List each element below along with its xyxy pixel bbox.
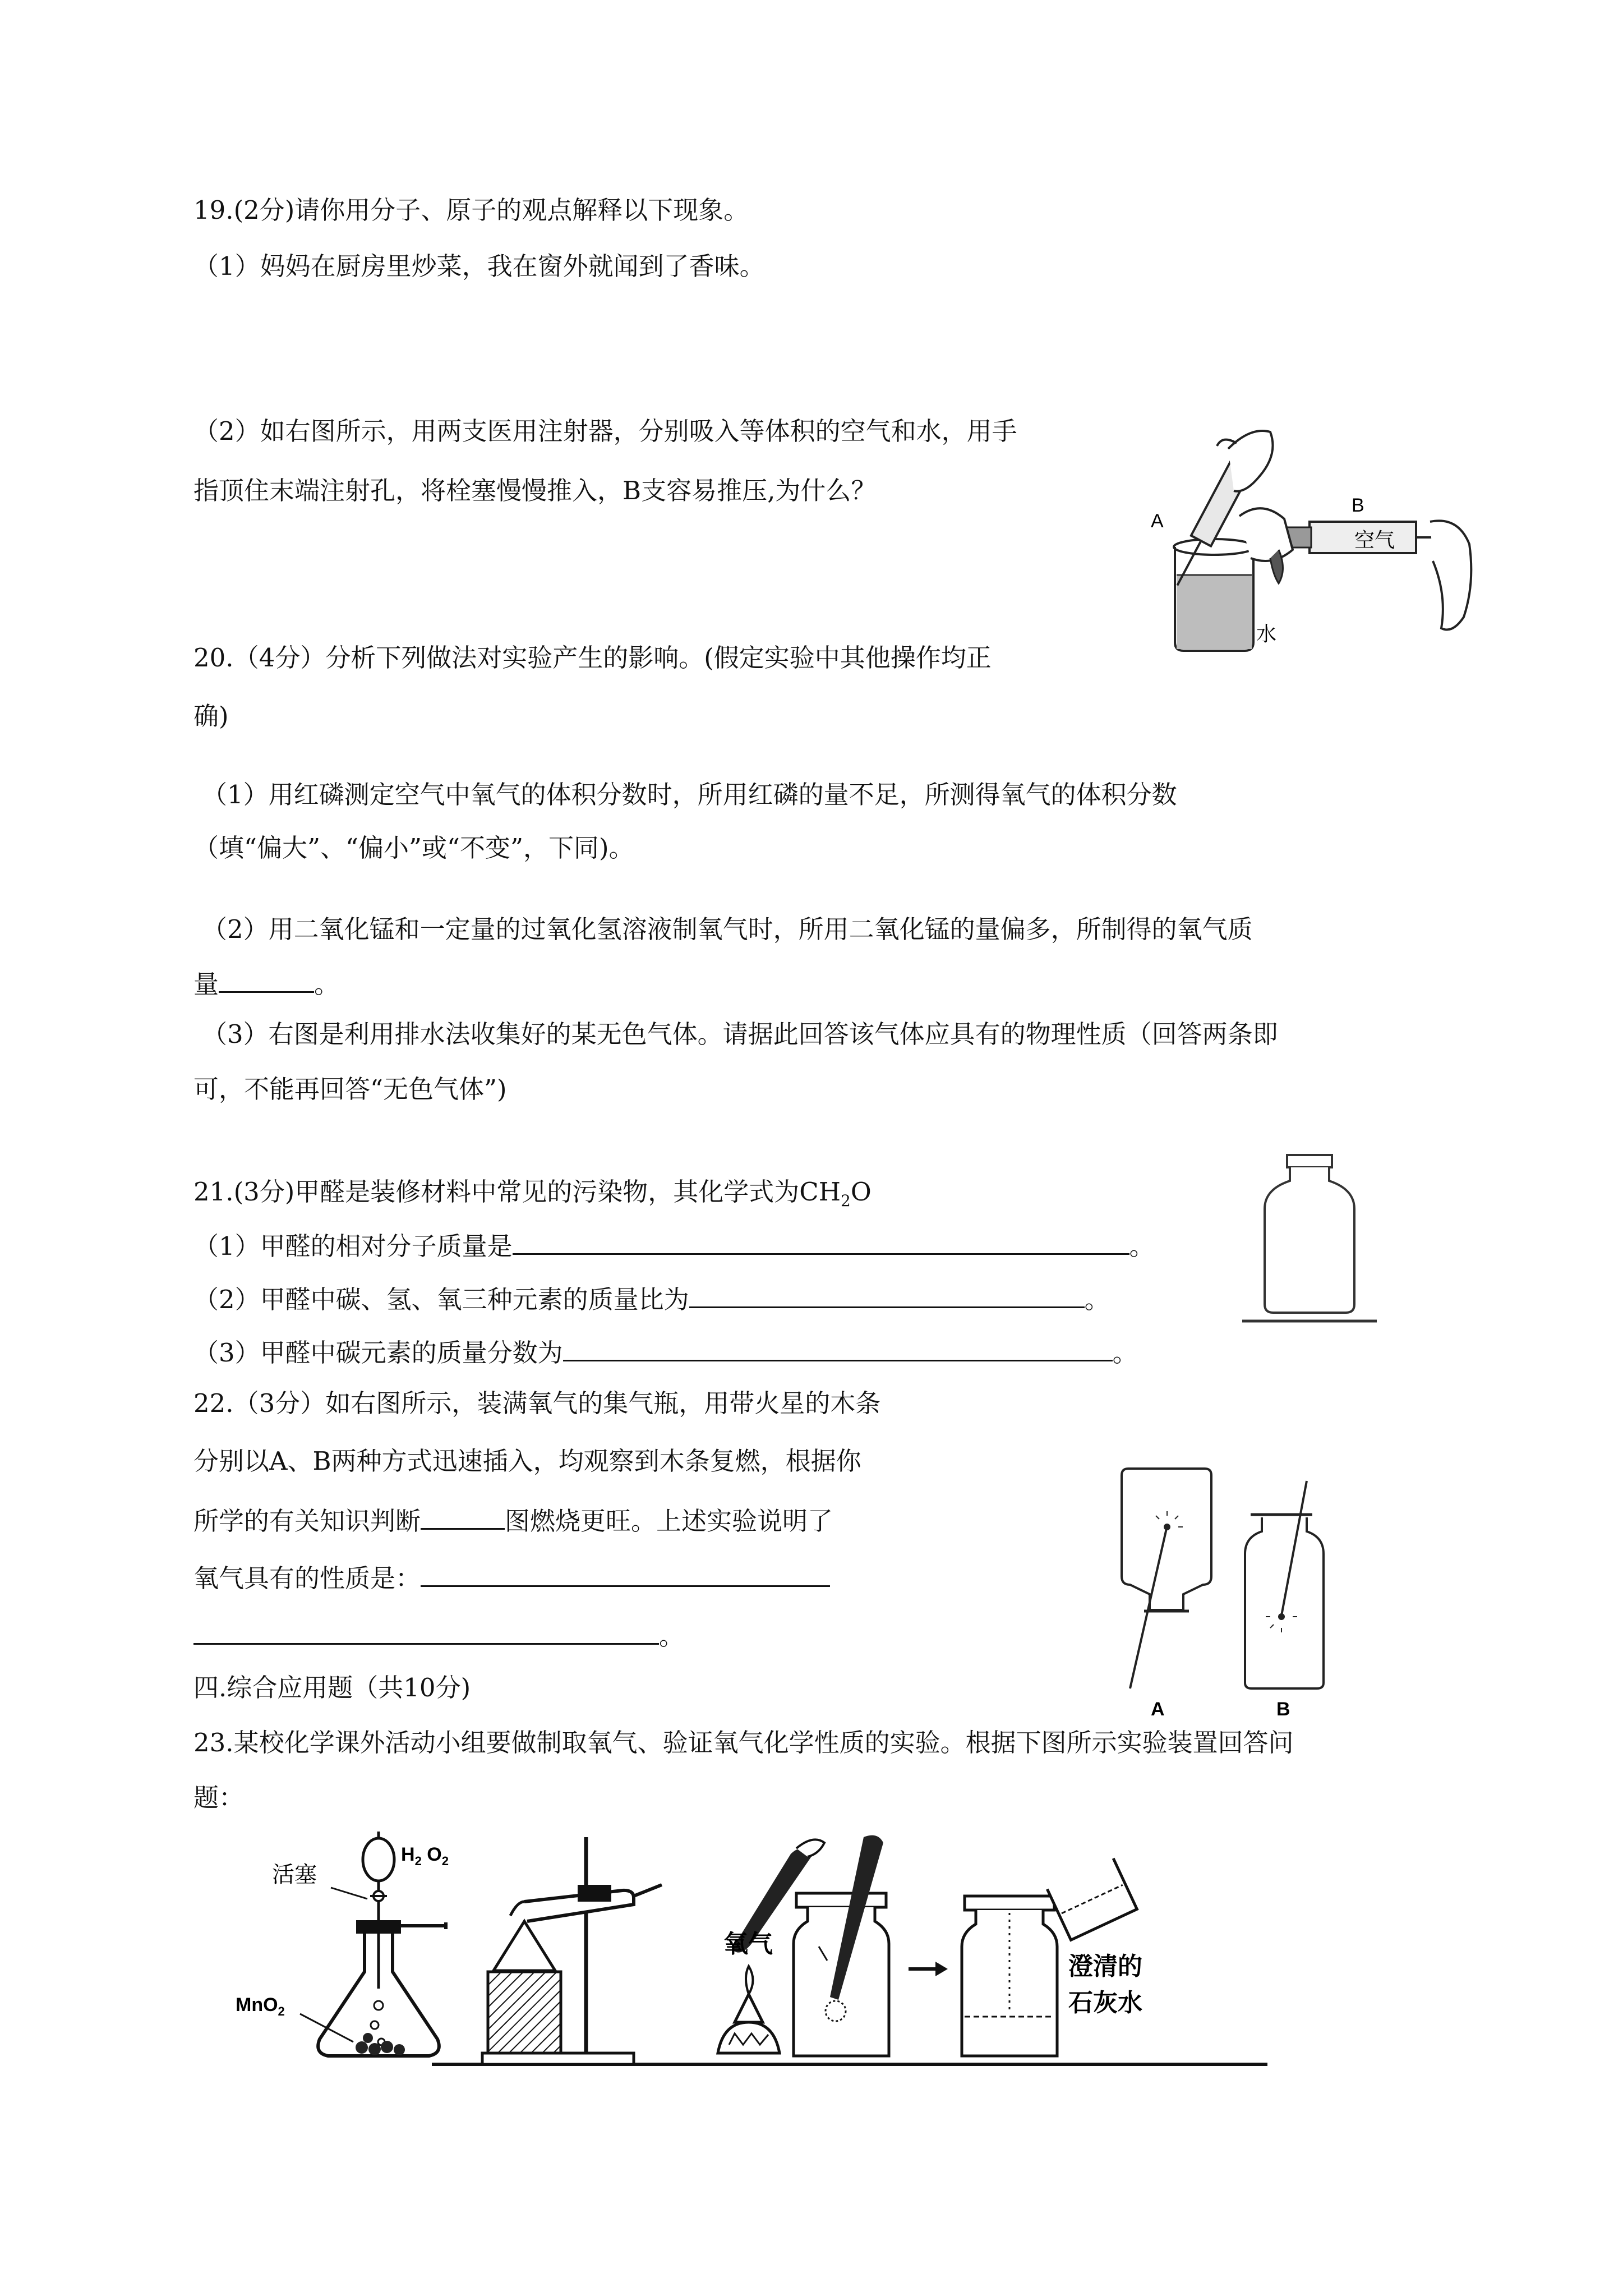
q21-part1-text: （1）甲醛的相对分子质量是 (193, 1231, 513, 1261)
q23-line2: 题： (193, 1783, 245, 1812)
q21-formula-o: O (850, 1177, 872, 1207)
syringe-label-b: B (1352, 495, 1364, 516)
q22-answer-blank-1[interactable] (421, 1503, 505, 1530)
q19-part2-line2: 指顶住末端注射孔，将栓塞慢慢推入，B支容易推压,为什么？ (193, 476, 877, 505)
q22-line3-prefix: 所学的有关知识判断 (193, 1506, 421, 1536)
label-mno2: MnO$_2$ (236, 1994, 285, 2018)
q20-title-line1: 20.（4分）分析下列做法对实验产生的影响。(假定实验中其他操作均正 (193, 643, 992, 673)
q21-part3-text: （3）甲醛中碳元素的质量分数为 (193, 1338, 563, 1368)
q22-line1: 22.（3分）如右图所示，装满氧气的集气瓶，用带火星的木条 (193, 1388, 881, 1418)
q22-line2: 分别以A、B两种方式迅速插入，均观察到木条复燃，根据你 (193, 1446, 861, 1476)
q20-part1-line2: （填“偏大”、“偏小”或“不变”，下同)。 (193, 833, 634, 863)
q21-part2-text: （2）甲醛中碳、氢、氧三种元素的质量比为 (193, 1285, 689, 1314)
apparatus-figure (230, 1832, 1284, 2073)
q21-part2-end: 。 (1084, 1285, 1110, 1314)
q20-title-line2: 确) (193, 701, 229, 731)
q20-part2-suffix: 。 (314, 969, 340, 999)
label-water: 水 (1256, 623, 1277, 646)
q22-line4-text: 氧气具有的性质是： (193, 1563, 421, 1593)
q20-part2-line2 (193, 967, 339, 1000)
q21-part3-blank[interactable] (563, 1335, 1113, 1361)
figure-label-b: B (1276, 1699, 1290, 1720)
label-oxygen: 氧气 (723, 1930, 773, 1958)
q22-line5 (193, 1618, 684, 1651)
q22-answer-blank-2[interactable] (421, 1561, 830, 1587)
q21-title (193, 1177, 872, 1211)
label-h2o2: $H_2$ $O_2$ (401, 1844, 449, 1868)
label-air: 空气 (1354, 529, 1395, 552)
q22-line3-suffix: 图燃烧更旺。上述实验说明了 (505, 1506, 833, 1536)
q20-part3-line2: 可，不能再回答“无色气体”) (193, 1074, 507, 1104)
q20-part3-line1: （3）右图是利用排水法收集好的某无色气体。请据此回答该气体应具有的物理性质（回答两条即 (202, 1019, 1278, 1049)
q20-part2-line1: （2）用二氧化锰和一定量的过氧化氢溶液制氧气时，所用二氧化锰的量偏多，所制得的氧气质 (202, 914, 1253, 944)
q22-line3 (193, 1503, 833, 1536)
q19-part1: （1）妈妈在厨房里炒菜，我在窗外就闻到了香味。 (193, 251, 765, 281)
label-stopcock: 活塞 (272, 1862, 317, 1888)
q21-title-text: 21.(3分)甲醛是装修材料中常见的污染物，其化学式为CH (193, 1177, 841, 1207)
gas-bottle-illustration (1237, 1147, 1382, 1332)
q22-answer-blank-3[interactable] (193, 1618, 659, 1645)
q19-title: 19.(2分)请你用分子、原子的观点解释以下现象。 (193, 195, 749, 225)
q20-part2-prefix: 量 (193, 969, 219, 999)
q21-part2-blank[interactable] (689, 1282, 1085, 1308)
label-limewater-line2: 石灰水 (1068, 1989, 1142, 2017)
syringe-illustration (1138, 415, 1486, 662)
figure-label-a: A (1151, 1699, 1165, 1720)
burning-stick-illustration (1110, 1464, 1352, 1722)
q23-line1: 23.某校化学课外活动小组要做制取氧气、验证氧气化学性质的实验。根据下图所示实验装置回答问 (193, 1728, 1294, 1757)
q22-line4 (193, 1561, 830, 1594)
q20-part1-line1: （1）用红磷测定空气中氧气的体积分数时，所用红磷的量不足，所测得氧气的体积分数 (202, 780, 1177, 809)
q20-answer-blank[interactable] (219, 967, 314, 993)
q21-part1 (193, 1228, 1155, 1262)
section-4-title: 四.综合应用题（共10分) (193, 1673, 471, 1703)
q21-part2 (193, 1282, 1110, 1315)
q19-part2-line1: （2）如右图所示，用两支医用注射器，分别吸入等体积的空气和水，用手 (193, 416, 1017, 446)
q21-part3-end: 。 (1112, 1338, 1138, 1368)
gas-bottle-figure (1237, 1147, 1382, 1332)
q21-part1-blank[interactable] (513, 1228, 1129, 1255)
label-limewater-line1: 澄清的 (1068, 1952, 1142, 1981)
q21-formula-subscript: 2 (840, 1191, 851, 1210)
apparatus-illustration (230, 1832, 1284, 2073)
syringe-label-a: A (1151, 510, 1164, 532)
syringe-figure (1138, 415, 1486, 662)
q21-part3 (193, 1335, 1138, 1368)
burning-stick-figure (1110, 1464, 1352, 1722)
q22-line5-end: 。 (659, 1621, 685, 1651)
q21-part1-end: 。 (1129, 1231, 1155, 1261)
